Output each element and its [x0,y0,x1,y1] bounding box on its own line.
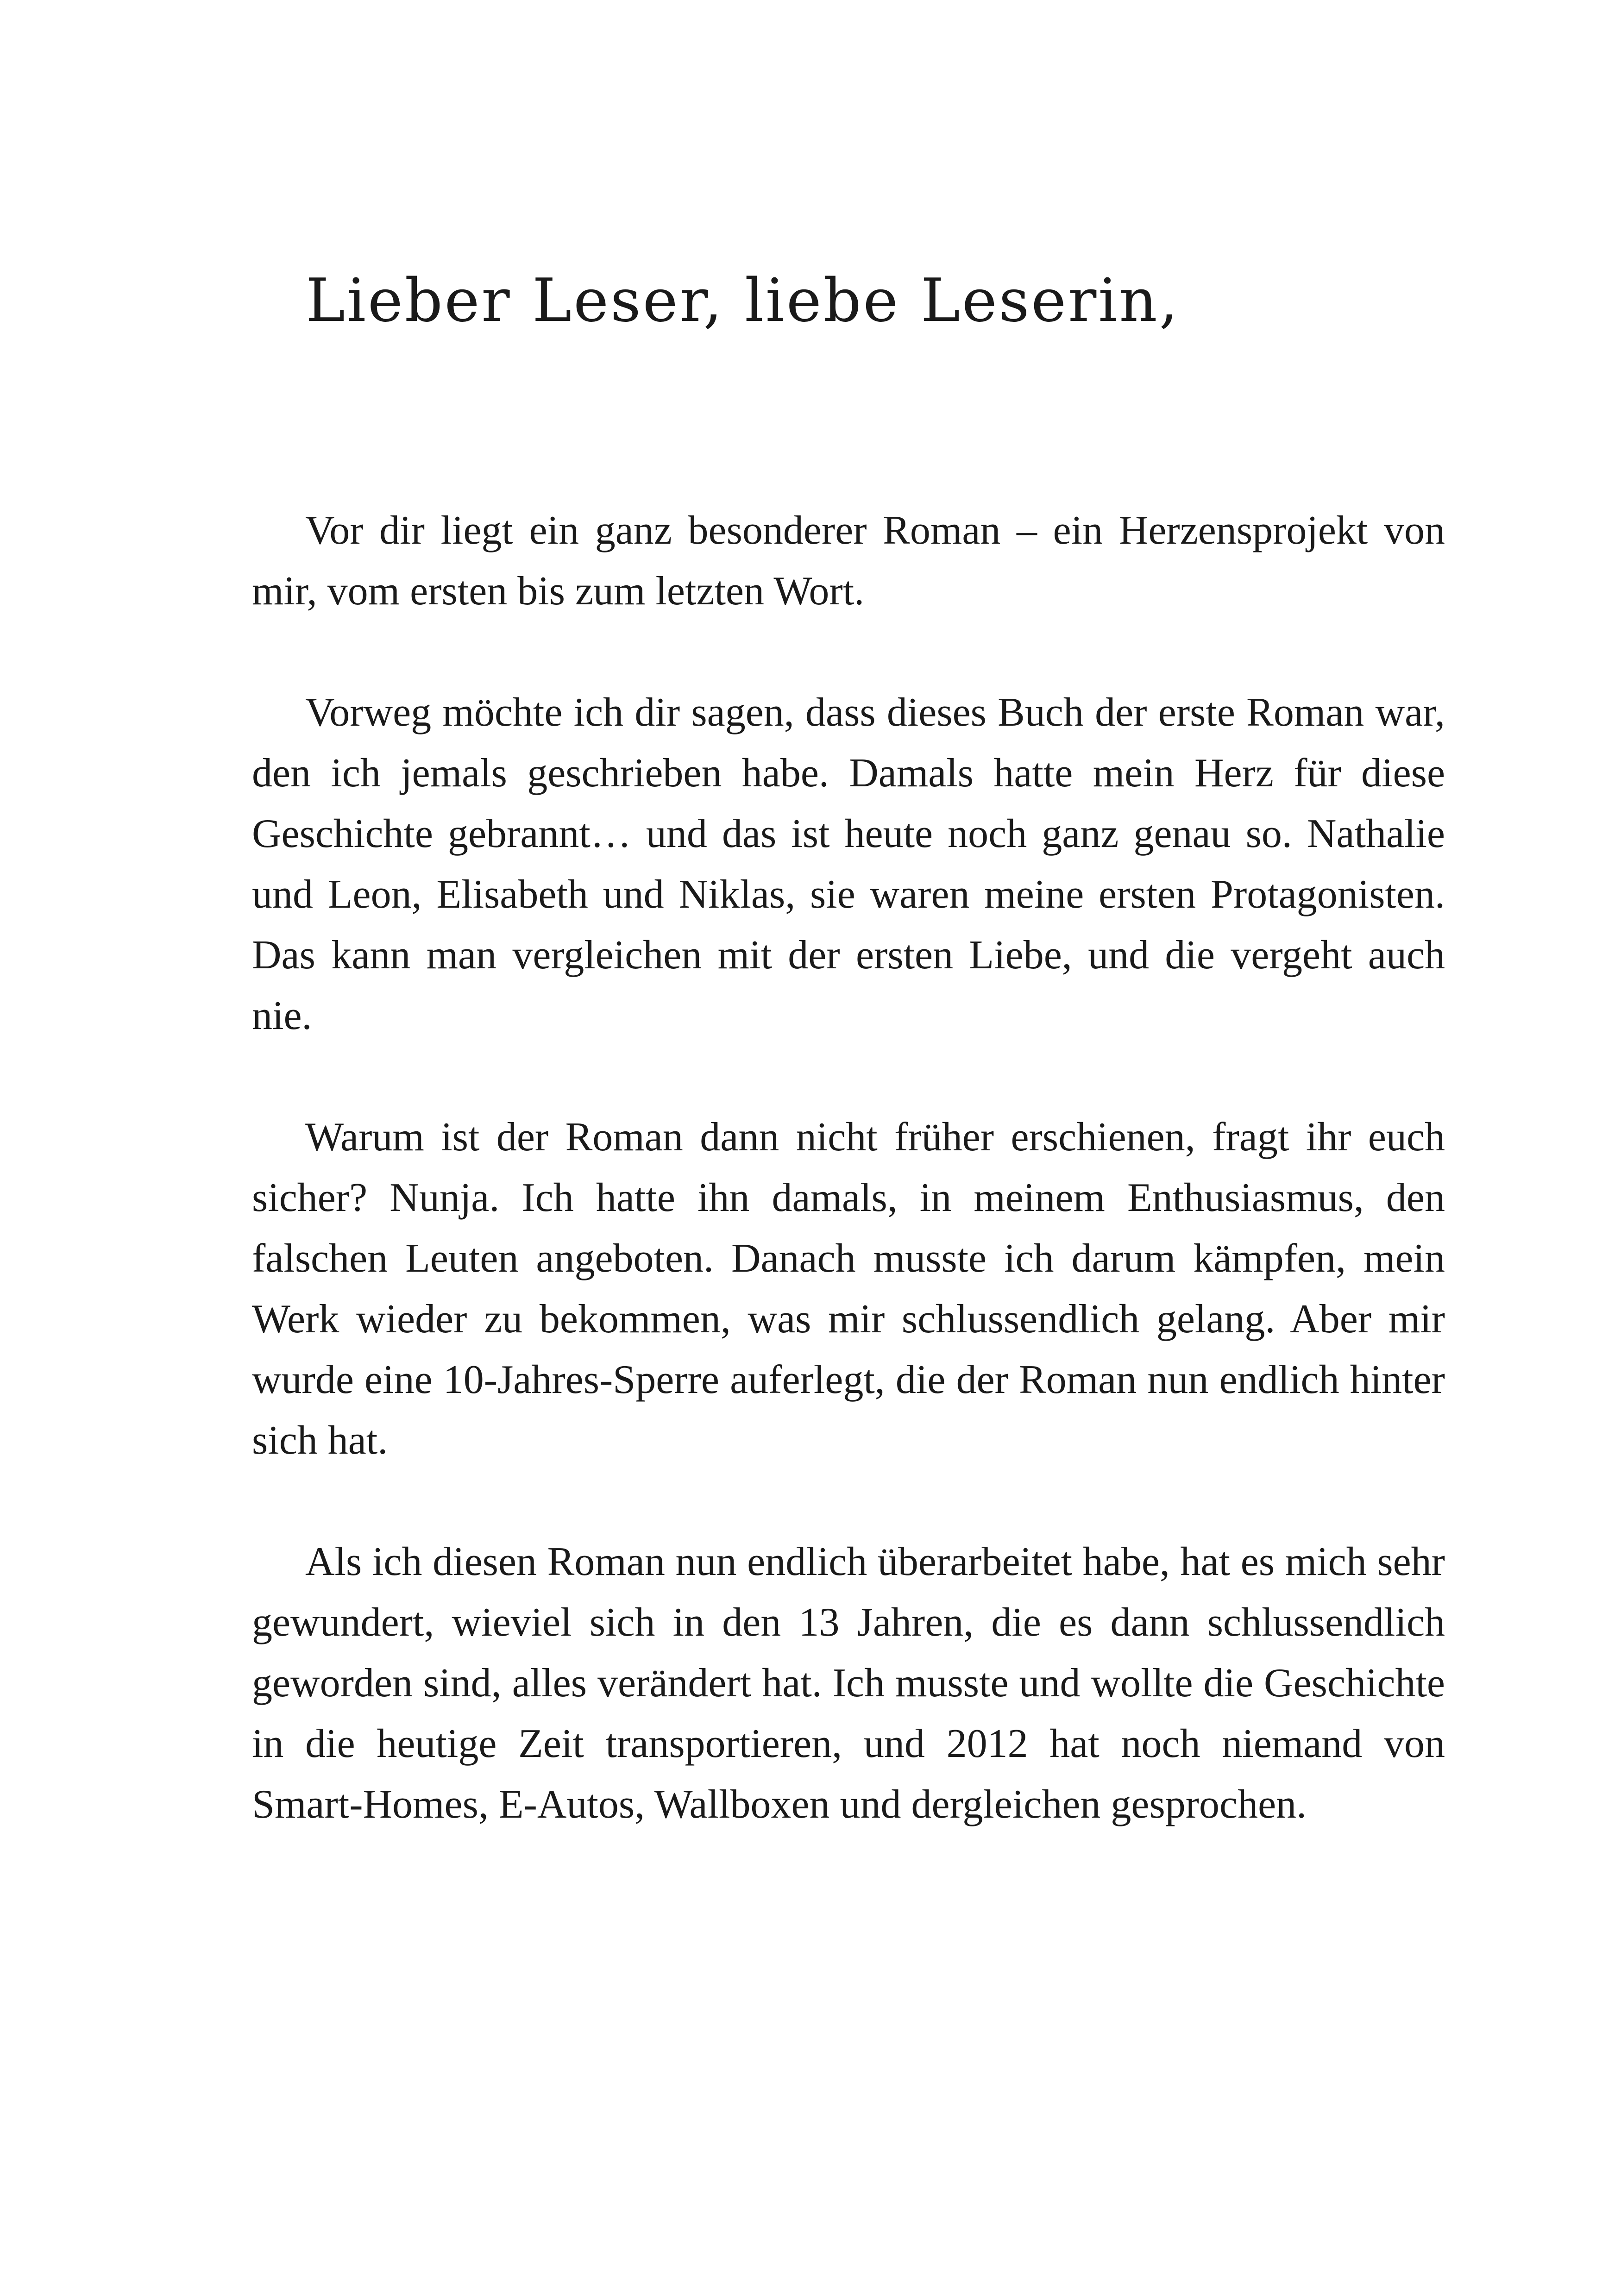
letter-title: Lieber Leser, liebe Leserin, [306,266,1180,335]
letter-body [252,500,1445,1835]
paragraph-1: Vor dir liegt ein ganz besonderer Roman – ein Herzensprojekt von mir, vom ersten bis zum letzten Wort. [252,508,1445,614]
paragraph-2: Vorweg möchte ich dir sagen, dass dieses Buch der erste Roman war, den ich jemals geschrieben habe. Damals hatte mein Herz für diese Geschichte gebrannt… und das ist heute noch ganz genau so. Nathalie und Leon, Elisabeth und Niklas, sie waren meine ersten Protagonisten. Das kann man vergleichen mit der ersten Liebe, und die vergeht auch nie. [252,690,1445,1038]
paragraph-3: Warum ist der Roman dann nicht früher erschienen, fragt ihr euch sicher? Nunja. Ich hatte ihn damals, in meinem Enthusiasmus, den falschen Leuten angeboten. Danach musste ich darum kämpfen, mein Werk wieder zu bekommen, was mir schlussendlich gelang. Aber mir wurde eine 10-Jahres-Sperre auferlegt, die der Roman nun endlich hinter sich hat. [252,1115,1445,1463]
paragraph-4: Als ich diesen Roman nun endlich überarbeitet habe, hat es mich sehr gewundert, wieviel sich in den 13 Jahren, die es dann schlussendlich geworden sind, alles verändert hat. Ich musste und wollte die Geschichte in die heutige Zeit transportieren, und 2012 hat noch niemand von Smart-Homes, E-Autos, Wallboxen und dergleichen gesprochen. [252,1539,1445,1827]
